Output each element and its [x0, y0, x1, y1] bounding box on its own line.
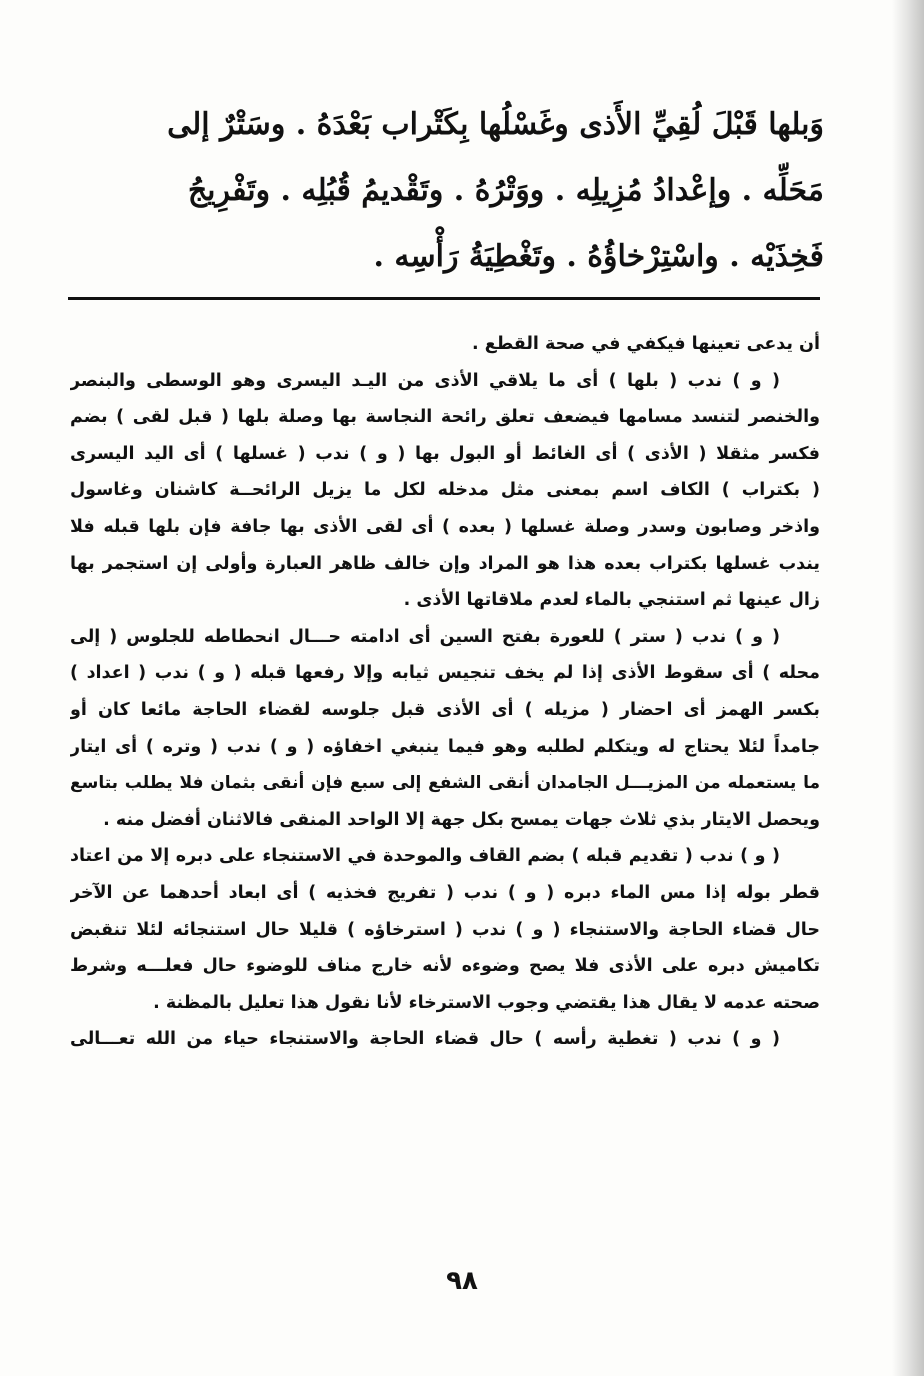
commentary-line: ويحصل الايتار بذي ثلاث جهات يمسح بكل جهة إلا الواحد المنقى فالاثنان أفضل منه .: [103, 809, 820, 830]
matn-line: مَحَلِّه . وإعْدادُ مُزِيلِه . ووَتْرُهُ . وتَقْديمُ قُبُلِه . وتَفْرِيجُ: [187, 173, 824, 208]
commentary-line: قطر بوله إذا مس الماء دبره ( و ) ندب ( تفريج فخذيه ) أى ابعاد أحدهما عن الآخر: [70, 882, 820, 903]
commentary-line: ما يستعمله من المزيـــل الجامدان أنقى الشفع إلى سبع فإن أنقى بثمان فلا يطلب بتاسع: [70, 773, 820, 794]
commentary-line: واذخر وصابون وسدر وصلة غسلها ( بعده ) أى لقى الأذى بها جافة فإن بلها قبله فلا: [70, 516, 820, 537]
commentary-line: تكاميش دبره على الأذى فلا يصح وضوءه لأنه خارج مناف للوضوء حال فعلـــه وشرط: [70, 956, 820, 977]
matn-line: وَبلها قَبْلَ لُقِيِّ الأَذى وغَسْلُها بِكَتْراب بَعْدَهُ . وسَتْرٌ إلى: [167, 107, 824, 142]
commentary-line: ( و ) ندب ( تقديم قبله ) بضم القاف والموحدة في الاستنجاء على دبره إلا من اعتاد: [70, 846, 780, 867]
commentary-line: والخنصر لتنسد مسامها فيضعف تعلق رائحة النجاسة بها وصلة بلها ( قبل لقى ) بضم: [70, 407, 820, 428]
commentary-line: أن يدعى تعينها فيكفي في صحة القطع .: [472, 334, 820, 354]
commentary-line: محله ) أى سقوط الأذى إذا لم يخف تنجيس ثيابه وإلا رفعها قبله ( و ) ندب ( اعداد ): [70, 663, 820, 684]
commentary-line: حال قضاء الحاجة والاستنجاء ( و ) ندب ( استرخاؤه ) قليلا حال استنجائه لئلا تنقبض: [70, 919, 820, 940]
page-number: ٩٨: [446, 1266, 478, 1296]
commentary-line: صحته عدمه لا يقال هذا يقتضي وجوب الاسترخاء لأنا نقول هذا تعليل بالمظنة .: [153, 992, 820, 1013]
commentary-line: زال عينها ثم استنجي بالماء لعدم ملاقاتها الأذى .: [403, 590, 820, 611]
commentary-line: ( و ) ندب ( ستر ) للعورة بفتح السين أى ادامته حـــال انحطاطه للجلوس ( إلى: [70, 626, 780, 647]
divider-rule: [68, 297, 820, 300]
matn-text: [96, 92, 824, 290]
commentary-line: ( بكتراب ) الكاف اسم بمعنى مثل مدخله لكل ما يزيل الرائحــة كاشنان وغاسول: [70, 480, 820, 501]
commentary-line: جامداً لئلا يحتاج له ويتكلم لطلبه وهو فيما ينبغي اخفاؤه ( و ) ندب ( وتره ) أى ايتار: [70, 736, 820, 757]
commentary-line: ( و ) ندب ( بلها ) أى ما يلاقي الأذى من اليـد اليسرى وهو الوسطى والبنصر: [70, 370, 780, 391]
commentary-line: ( و ) ندب ( تغطية رأسه ) حال قضاء الحاجة والاستنجاء حياء من الله تعـــالى: [70, 1029, 780, 1050]
commentary-line: فكسر مثقلا ( الأذى ) أى الغائط أو البول بها ( و ) ندب ( غسلها ) أى اليد اليسرى: [70, 443, 820, 464]
matn-line: فَخِذَيْه . واسْتِرْخاؤُهُ . وتَغْطِيَةُ رَأْسِه .: [373, 239, 824, 274]
commentary-line: بكسر الهمز أى احضار ( مزيله ) أى الأذى قبل جلوسه لقضاء الحاجة مائعا كان أو: [70, 699, 820, 720]
page-edge-shadow: [892, 0, 924, 1376]
commentary-text: [70, 326, 820, 1058]
commentary-line: يندب غسلها بكتراب بعده هذا هو المراد وإن خالف ظاهر العبارة وأولى إن استجمر بها: [70, 553, 820, 574]
